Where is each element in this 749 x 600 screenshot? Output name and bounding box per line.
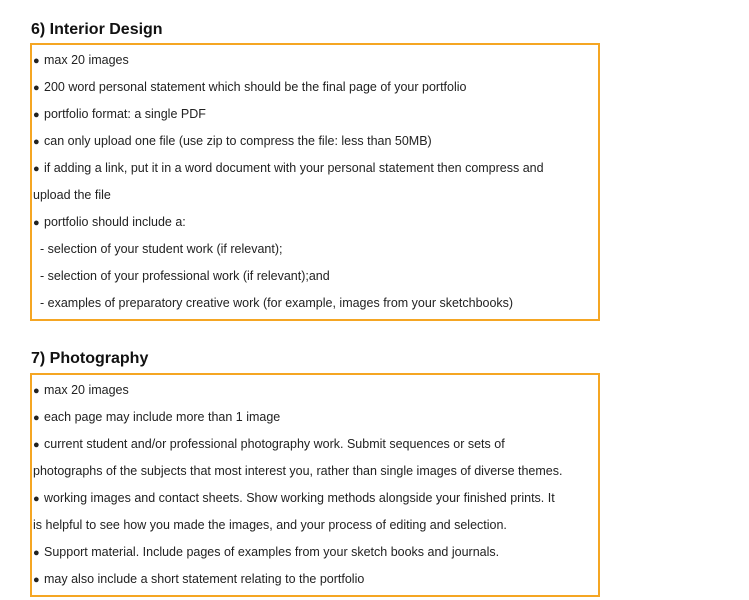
bullet-icon: ● (33, 82, 40, 94)
list-item (32, 101, 598, 128)
bullet-icon: ● (33, 439, 40, 451)
list-item-text: max 20 images (44, 383, 129, 397)
section-title-interior-design: 6) Interior Design (31, 21, 163, 38)
list-item-text: - examples of preparatory creative work (for example, images from your sketchbooks) (40, 296, 514, 310)
list-item (32, 431, 598, 458)
list-item (32, 236, 598, 263)
list-item (32, 458, 598, 485)
list-item-text: upload the file (33, 188, 111, 202)
bullet-icon: ● (33, 109, 40, 121)
list-item-text: - selection of your student work (if relevant); (40, 242, 283, 256)
list-item-text: each page may include more than 1 image (44, 410, 281, 424)
list-item-text: portfolio should include a: (44, 215, 186, 229)
bullet-icon: ● (33, 547, 40, 559)
bullet-icon: ● (33, 385, 40, 397)
bullet-icon: ● (33, 412, 40, 424)
list-item (32, 404, 598, 431)
bullet-icon: ● (33, 136, 40, 148)
list-item (32, 566, 598, 593)
list-item-text: photographs of the subjects that most interest you, rather than single images of diverse themes. (33, 464, 563, 478)
bullet-icon: ● (33, 574, 40, 586)
list-item-text: max 20 images (44, 53, 129, 67)
list-item-text: is helpful to see how you made the images, and your process of editing and selection. (33, 518, 507, 532)
bullet-icon: ● (33, 163, 40, 175)
list-item (32, 263, 598, 290)
list-item (32, 155, 598, 182)
bullet-icon: ● (33, 493, 40, 505)
list-item-text: Support material. Include pages of examples from your sketch books and journals. (44, 545, 500, 559)
photography-requirements-box (30, 373, 600, 597)
interior-design-requirements-box (30, 43, 600, 321)
list-item-text: if adding a link, put it in a word document with your personal statement then compress and (44, 161, 544, 175)
list-item-text: - selection of your professional work (if relevant);and (40, 269, 330, 283)
list-item-text: 200 word personal statement which should be the final page of your portfolio (44, 80, 467, 94)
list-item (32, 47, 598, 74)
list-item (32, 377, 598, 404)
list-item-text: portfolio format: a single PDF (44, 107, 206, 121)
list-item (32, 485, 598, 512)
bullet-icon: ● (33, 55, 40, 67)
bullet-icon: ● (33, 217, 40, 229)
list-item-text: working images and contact sheets. Show working methods alongside your finished prints. It (44, 491, 555, 505)
list-item (32, 182, 598, 209)
list-item (32, 539, 598, 566)
section-title-photography: 7) Photography (31, 350, 149, 367)
list-item (32, 128, 598, 155)
list-item (32, 209, 598, 236)
list-item-text: may also include a short statement relating to the portfolio (44, 572, 365, 586)
list-item-text: can only upload one file (use zip to compress the file: less than 50MB) (44, 134, 432, 148)
list-item (32, 512, 598, 539)
list-item-text: current student and/or professional photography work. Submit sequences or sets of (44, 437, 505, 451)
list-item (32, 290, 598, 317)
list-item (32, 74, 598, 101)
